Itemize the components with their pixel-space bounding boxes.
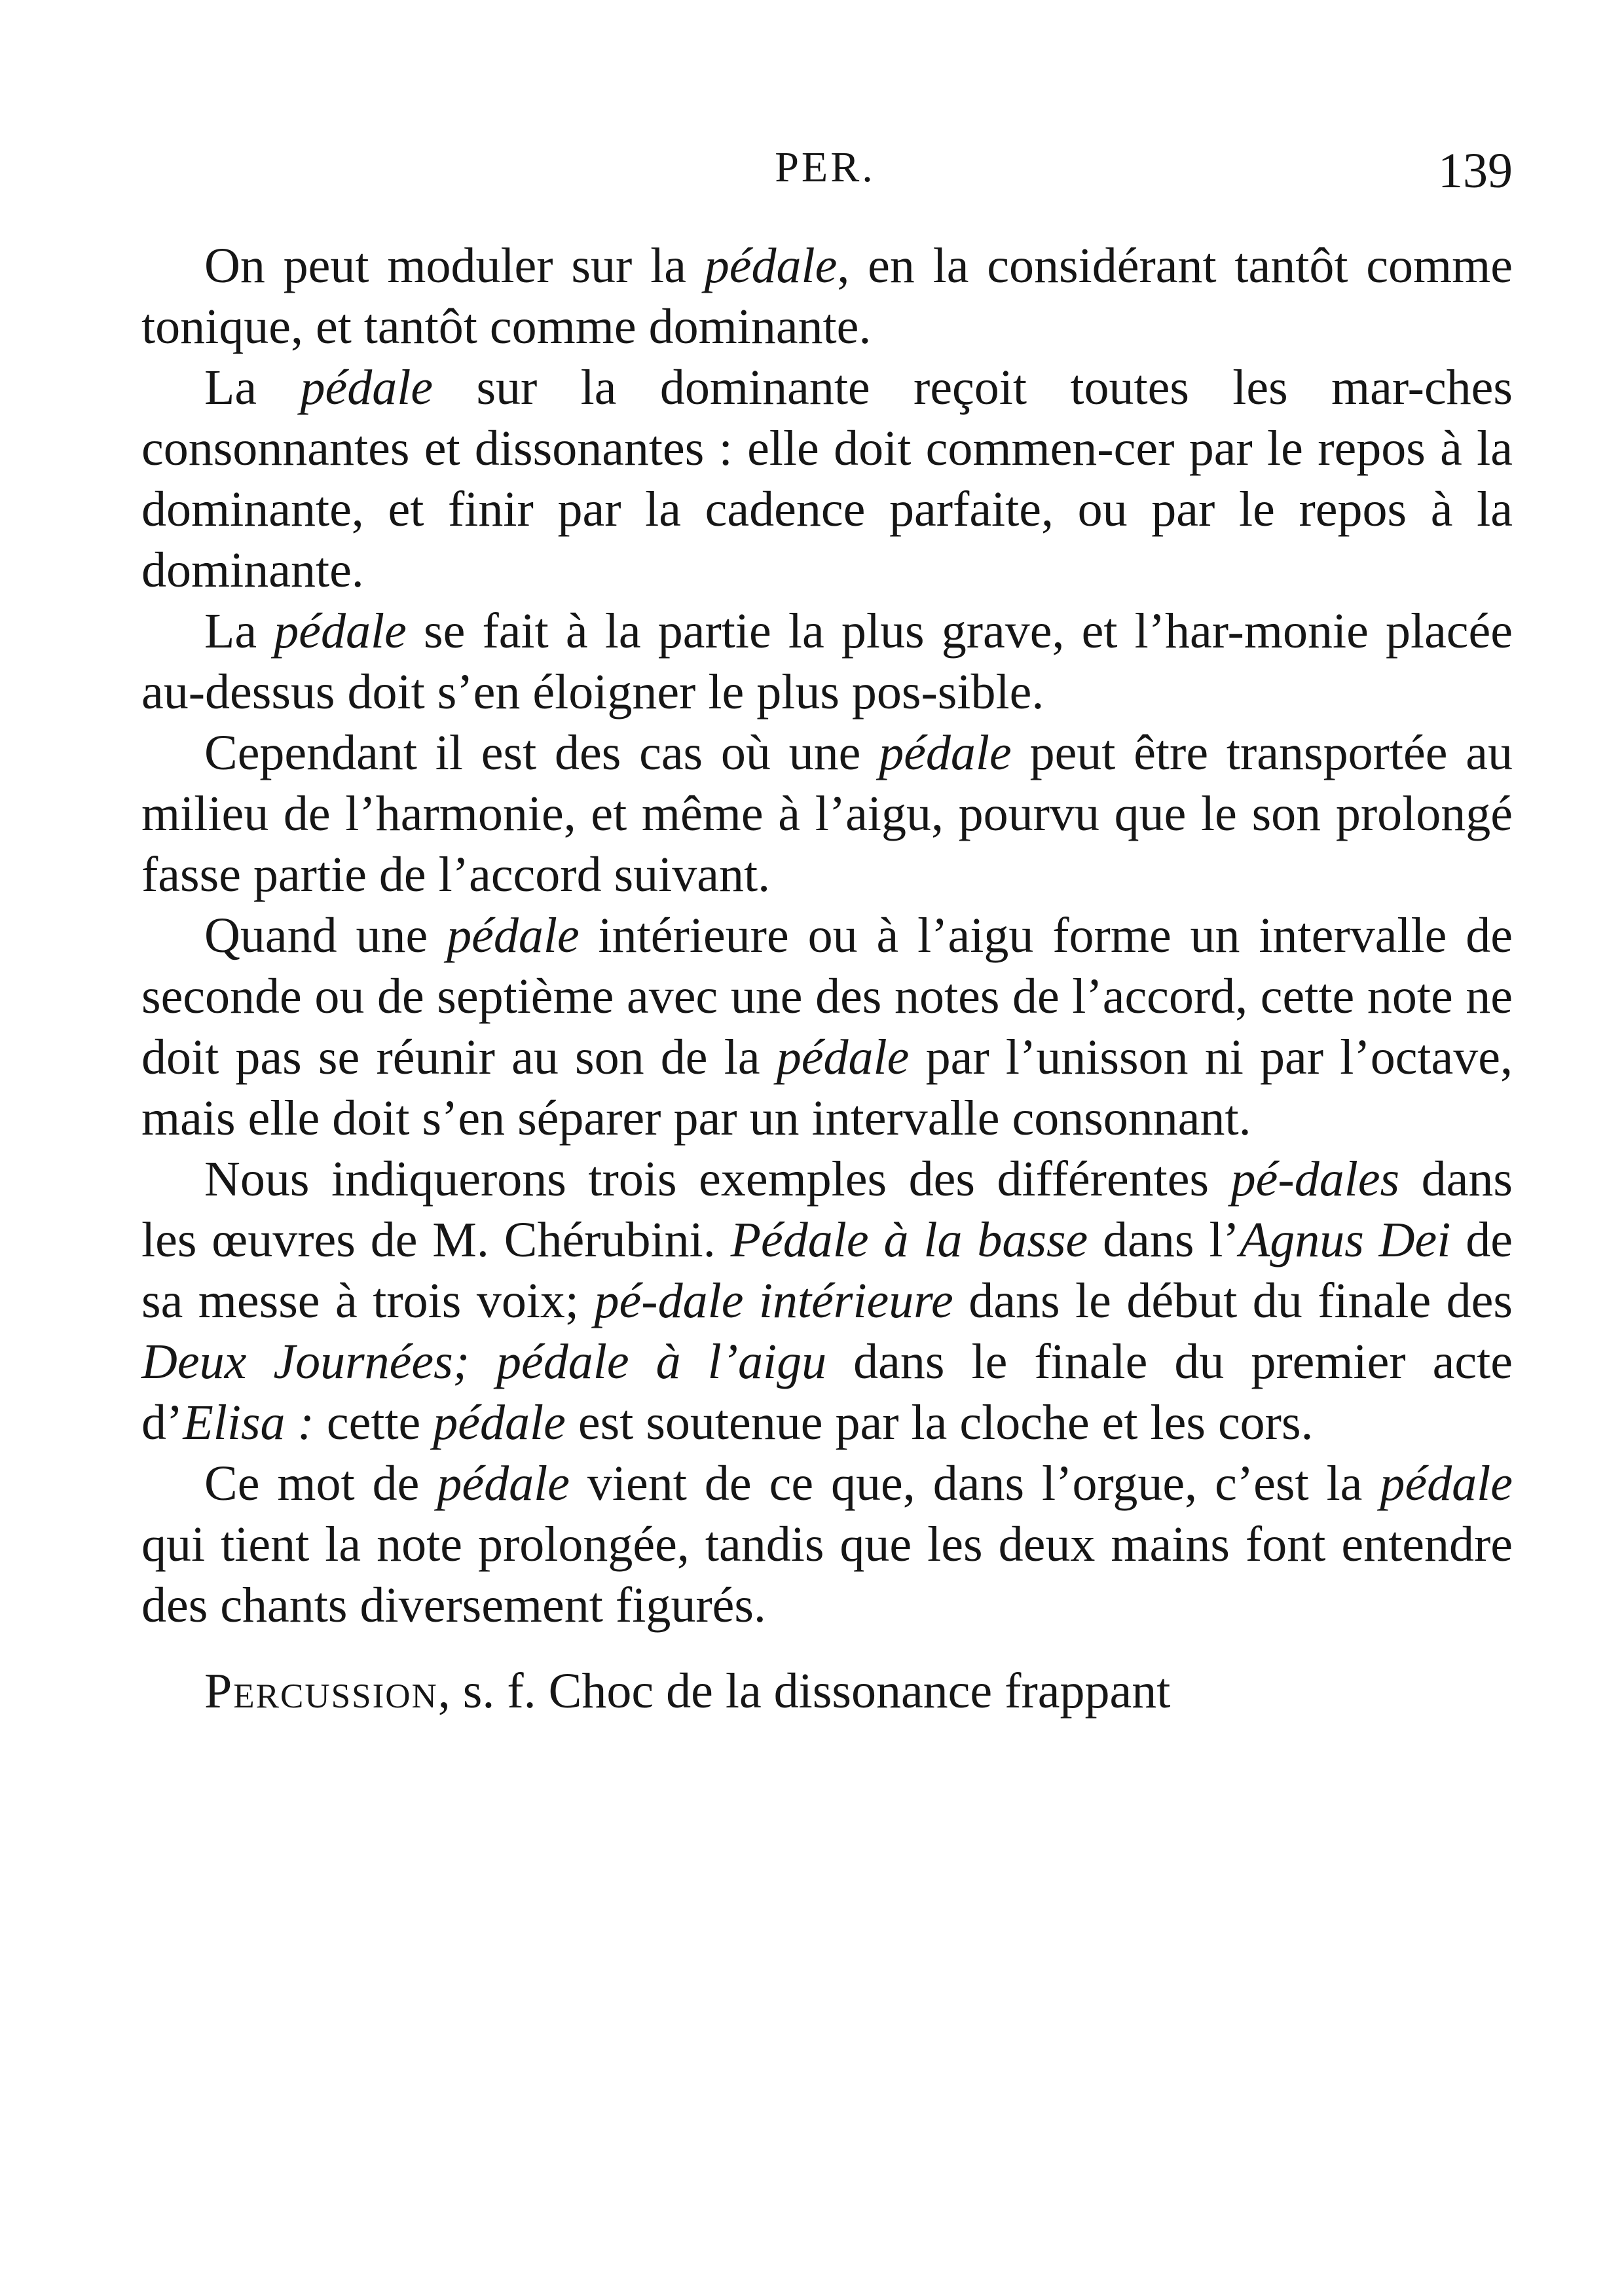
italic-text: pédale: [300, 360, 434, 415]
italic-text: pédale: [437, 1456, 570, 1511]
paragraph: [141, 723, 1513, 905]
body-text: [141, 236, 1513, 1722]
text-run: par l’unisson ni par l’octave, mais elle doit s’en séparer par un intervalle consonnant.: [141, 1030, 1513, 1146]
text-run: dans les œuvres de M. Chérubini.: [141, 1152, 1513, 1267]
paragraph: [141, 1149, 1513, 1453]
text-run: dans l’: [1088, 1212, 1240, 1267]
italic-text: pédale: [433, 1395, 566, 1450]
italic-text: Elisa :: [183, 1395, 314, 1450]
italic-text: pé-dales: [1230, 1152, 1400, 1207]
text-run: La: [204, 604, 274, 659]
text-run: cette: [314, 1395, 434, 1450]
page-number: 139: [1438, 143, 1513, 198]
italic-text: pédale: [879, 725, 1012, 780]
text-run: Cependant il est des cas où une: [204, 725, 879, 780]
text-run: qui tient la note prolongée, tandis que les deux mains font entendre des chants diversement figurés.: [141, 1517, 1513, 1633]
paragraph: [141, 1453, 1513, 1636]
paragraph: [141, 357, 1513, 601]
dictionary-entry: [141, 1661, 1513, 1722]
italic-text: pédale: [447, 908, 580, 963]
italic-text: pédale: [704, 238, 838, 293]
text-run: dans le finale du premier acte d’: [141, 1334, 1513, 1450]
paragraph: [141, 905, 1513, 1149]
text-run: Ce mot de: [204, 1456, 437, 1511]
text-run: se fait à la partie la plus grave, et l’har-monie placée au-dessus doit s’en éloigner le plus pos-sible.: [141, 604, 1513, 720]
italic-text: Pédale à la basse: [730, 1212, 1088, 1267]
italic-text: pédale: [776, 1030, 910, 1085]
paragraph: [141, 601, 1513, 723]
italic-text: Deux Journées; pédale à l’aigu: [141, 1334, 827, 1389]
italic-text: pé-dale intérieure: [594, 1273, 953, 1328]
italic-text: pédale: [274, 604, 407, 659]
italic-text: Agnus Dei: [1239, 1212, 1451, 1267]
running-title: PER.: [775, 143, 876, 191]
text-run: de sa messe à trois voix;: [141, 1212, 1513, 1328]
entry-headword: Percussion: [204, 1664, 438, 1719]
entry-definition: Choc de la dissonance frappant: [536, 1664, 1171, 1719]
paragraph-list: [141, 236, 1513, 1636]
text-run: vient de ce que, dans l’orgue, c’est la: [569, 1456, 1380, 1511]
text-run: La: [204, 360, 301, 415]
italic-text: pédale: [1380, 1456, 1513, 1511]
text-run: intérieure ou à l’aigu forme un intervalle de seconde ou de septième avec une des notes de l’accord, cette note ne doit pas se réunir au son de la: [141, 908, 1513, 1085]
text-run: peut être transportée au milieu de l’harmonie, et même à l’aigu, pourvu que le son prolongé fasse partie de l’accord suivant.: [141, 725, 1513, 902]
entry-grammar: , s. f.: [437, 1664, 536, 1719]
text-run: Nous indiquerons trois exemples des différentes: [204, 1152, 1231, 1207]
text-run: dans le début du finale des: [953, 1273, 1513, 1328]
text-run: On peut moduler sur la: [204, 238, 705, 293]
text-run: est soutenue par la cloche et les cors.: [565, 1395, 1314, 1450]
text-run: sur la dominante reçoit toutes les mar-ches consonnantes et dissonantes : elle doit commen-cer par le repos à la dominante, et finir par la cadence parfaite, ou par le repos à la dominante.: [141, 360, 1513, 598]
running-head: [138, 143, 1513, 215]
text-run: , en la considérant tantôt comme tonique, et tantôt comme dominante.: [141, 238, 1513, 354]
paragraph: [141, 236, 1513, 357]
text-run: Quand une: [204, 908, 447, 963]
